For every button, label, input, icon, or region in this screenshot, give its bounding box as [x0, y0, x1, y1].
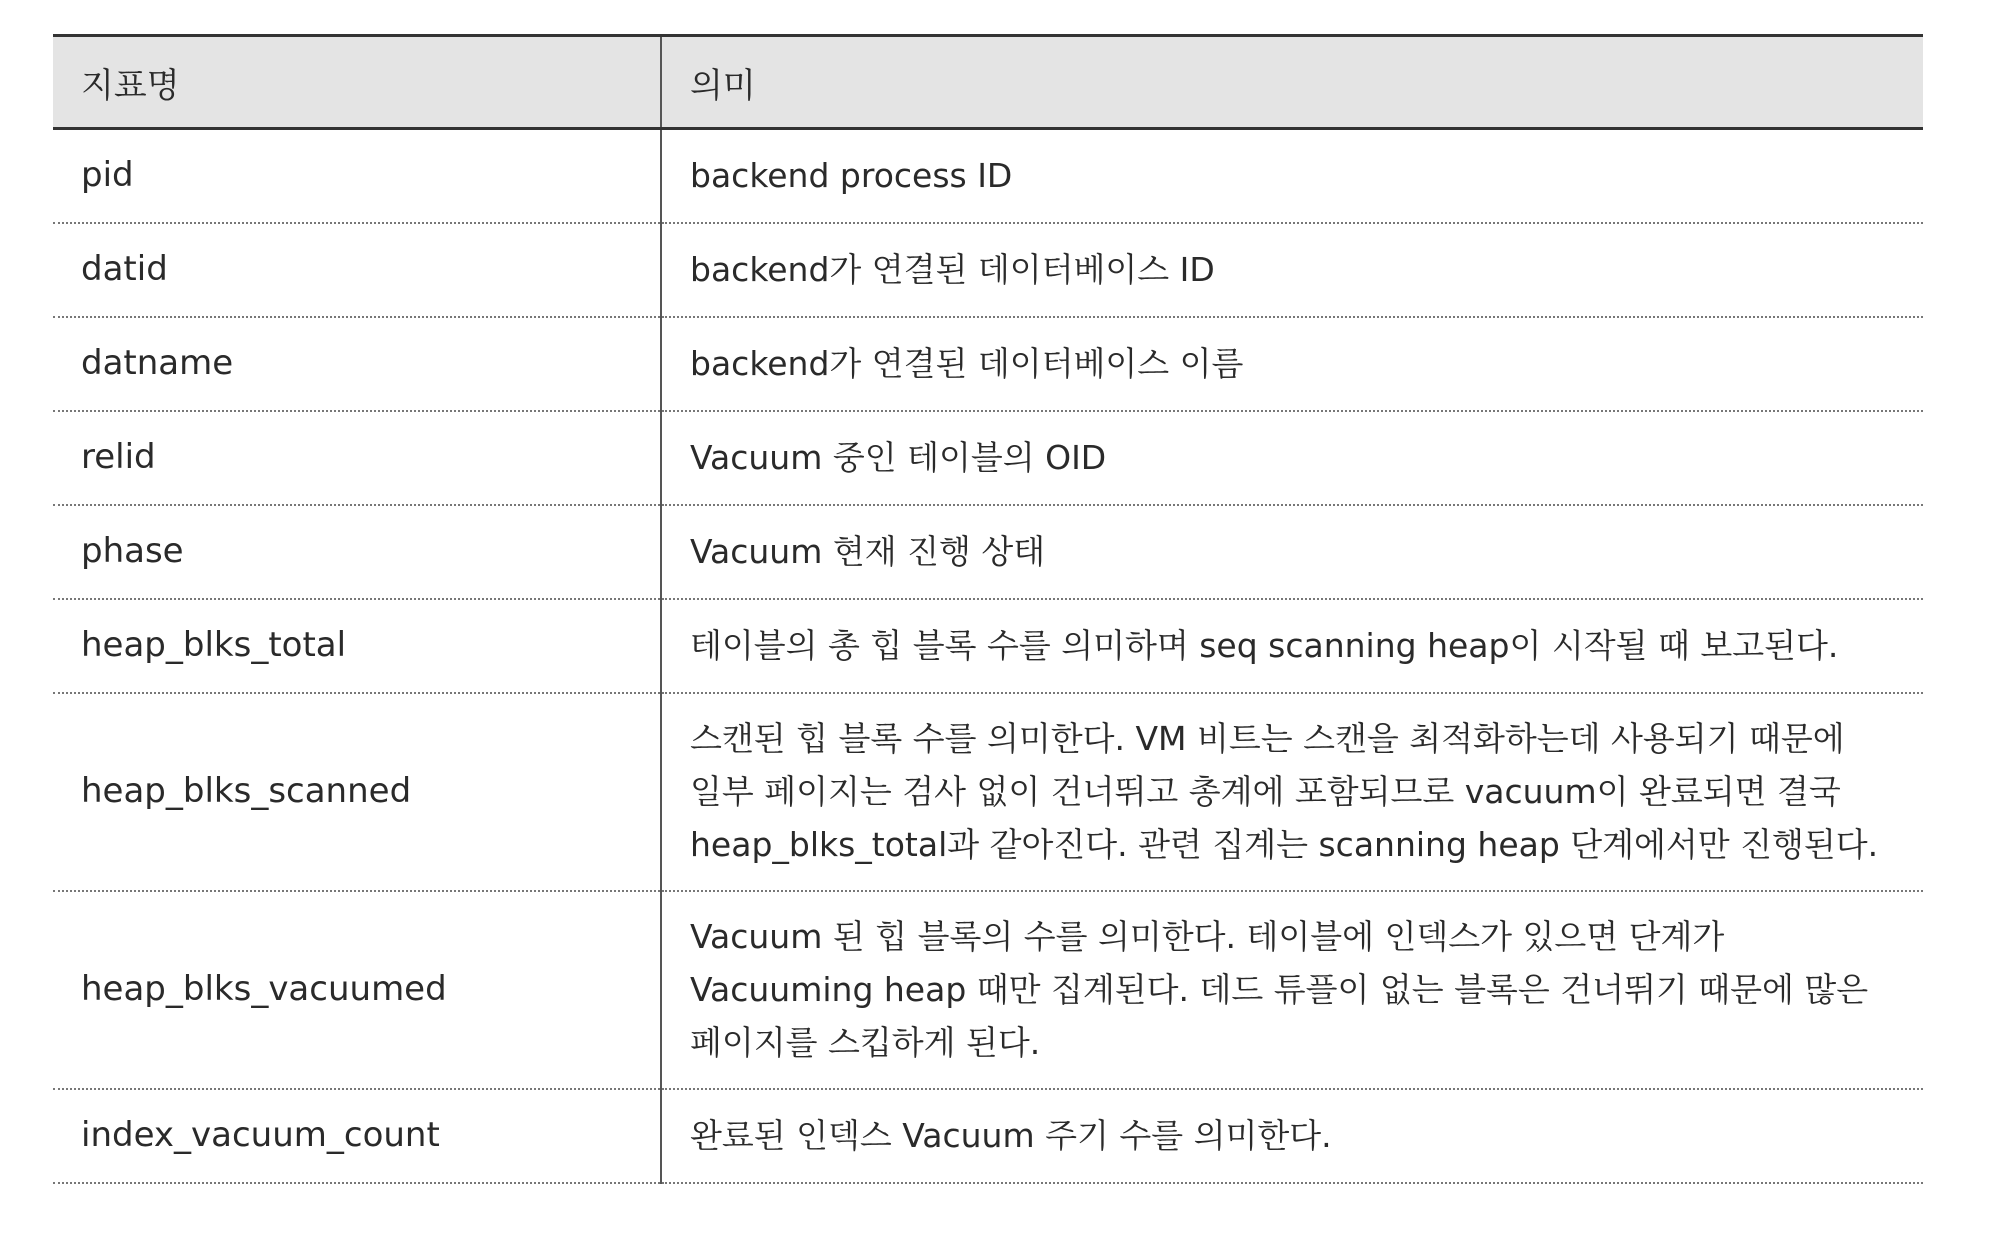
metric-name-cell: heap_blks_scanned [53, 693, 661, 891]
metric-name-cell: heap_blks_total [53, 599, 661, 693]
table-row [53, 693, 1923, 891]
meaning-cell: Vacuum 현재 진행 상태 [661, 505, 1923, 599]
table-row [53, 411, 1923, 505]
header-meaning: 의미 [661, 36, 1923, 129]
meaning-cell: backend가 연결된 데이터베이스 ID [661, 223, 1923, 317]
meaning-cell: Vacuum 된 힙 블록의 수를 의미한다. 테이블에 인덱스가 있으면 단계가 Vacuuming heap 때만 집계된다. 데드 튜플이 없는 블록은 건너뛰기 때문에 많은 페이지를 스킵하게 된다. [661, 891, 1923, 1089]
metric-name-cell: relid [53, 411, 661, 505]
meaning-cell: 스캔된 힙 블록 수를 의미한다. VM 비트는 스캔을 최적화하는데 사용되기 때문에 일부 페이지는 검사 없이 건너뛰고 총계에 포함되므로 vacuum이 완료되면 결국 heap_blks_total과 같아진다. 관련 집계는 scanning heap 단계에서만 진행된다. [661, 693, 1923, 891]
metric-name-cell: heap_blks_vacuumed [53, 891, 661, 1089]
table-row [53, 599, 1923, 693]
meaning-cell: 테이블의 총 힙 블록 수를 의미하며 seq scanning heap이 시작될 때 보고된다. [661, 599, 1923, 693]
header-metric-name: 지표명 [53, 36, 661, 129]
meaning-cell: backend가 연결된 데이터베이스 이름 [661, 317, 1923, 411]
metric-name-cell: datid [53, 223, 661, 317]
header-row [53, 36, 1923, 129]
table-row [53, 891, 1923, 1089]
table-body [53, 129, 1923, 1184]
table-header [53, 36, 1923, 129]
table-row [53, 129, 1923, 224]
table-row [53, 505, 1923, 599]
meaning-cell: Vacuum 중인 테이블의 OID [661, 411, 1923, 505]
metric-name-cell: pid [53, 129, 661, 224]
metric-name-cell: phase [53, 505, 661, 599]
meaning-cell: 완료된 인덱스 Vacuum 주기 수를 의미한다. [661, 1089, 1923, 1183]
metrics-table [53, 34, 1923, 1184]
meaning-cell: backend process ID [661, 129, 1923, 224]
metric-name-cell: index_vacuum_count [53, 1089, 661, 1183]
metrics-table-page [53, 34, 1923, 1184]
table-row [53, 223, 1923, 317]
table-row [53, 317, 1923, 411]
metric-name-cell: datname [53, 317, 661, 411]
table-row [53, 1089, 1923, 1183]
